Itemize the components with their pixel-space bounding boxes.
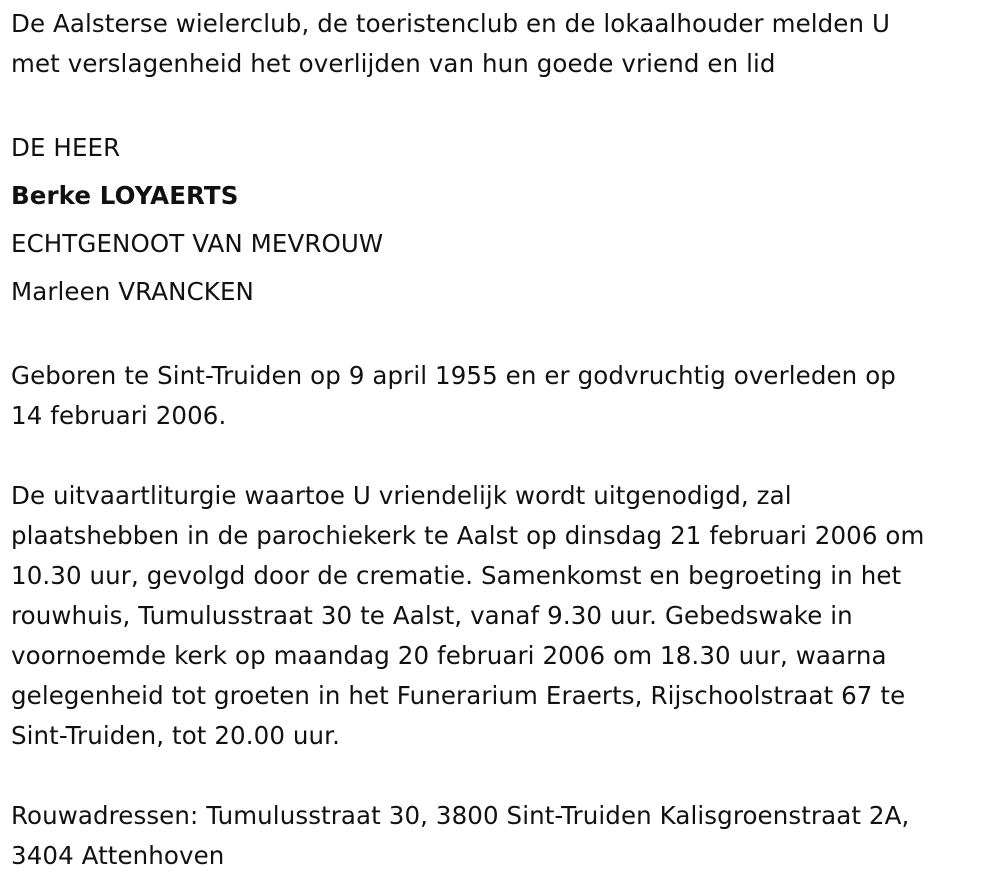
funeral-paragraph: De uitvaartliturgie waartoe U vriendelijk wordt uitgenodigd, zal plaatshebben in de parochiekerk te Aalst op dinsdag 21 februari 2006 om 10.30 uur, gevolgd door de crematie. Samenkomst en begroeting in het rouwhuis, Tumulusstraat 30 te Aalst, vanaf 9.30 uur. Gebedswake in voornoemde kerk op maandag 20 februari 2006 om 18.30 uur, waarna gelegenheid tot groeten in het Funerarium Eraerts, Rijschoolstraat 67 te Sint-Truiden, tot 20.00 uur. [11,481,925,750]
spouse-name: Marleen VRANCKEN [11,277,254,306]
spacer [11,756,991,796]
spacer [11,316,991,356]
obituary-notice [11,4,991,876]
addresses-paragraph: Rouwadressen: Tumulusstraat 30, 3800 Sint-Truiden Kalisgroenstraat 2A, 3404 Attenhoven [11,801,910,870]
deceased-name: Berke LOYAERTS [11,181,239,210]
spacer [11,84,991,124]
spouse-relation-line: ECHTGENOOT VAN MEVROUW [11,229,384,258]
birth-death-paragraph: Geboren te Sint-Truiden op 9 april 1955 en er godvruchtig overleden op 14 februari 2006. [11,361,896,430]
spacer [11,436,991,476]
intro-paragraph: De Aalsterse wielerclub, de toeristenclub en de lokaalhouder melden U met verslagenheid het overlijden van hun goede vriend en lid [11,9,891,78]
honorific-line: DE HEER [11,133,121,162]
